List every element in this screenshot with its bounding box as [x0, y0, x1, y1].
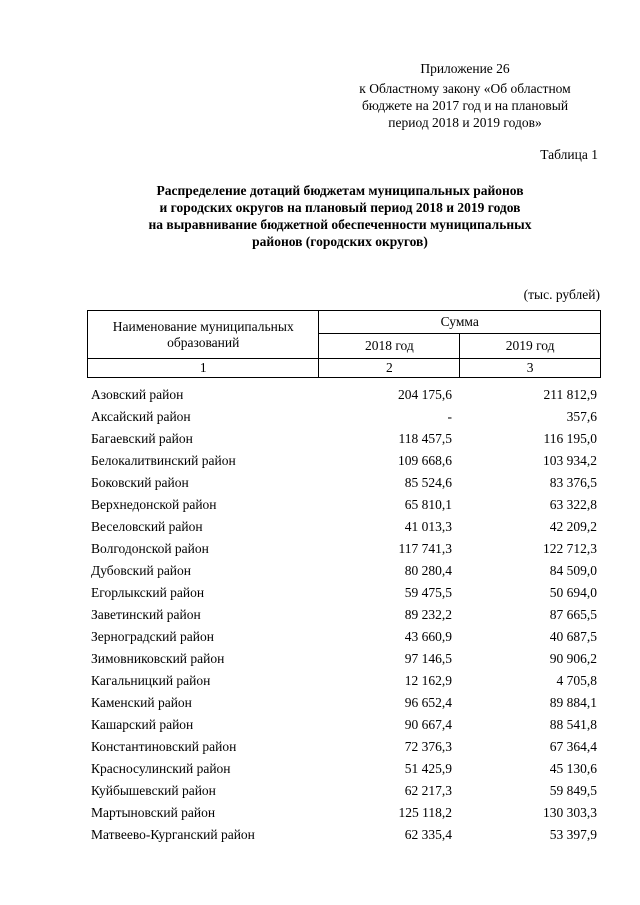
row-name-cell: Зимовниковский район [91, 651, 225, 666]
column-number: 2 [319, 359, 460, 378]
row-name-cell: Заветинский район [91, 607, 201, 622]
table-number: Таблица 1 [540, 147, 598, 162]
table-row [87, 692, 601, 714]
appendix-title: Приложение 26 [420, 61, 510, 76]
header-name-column: Наименование муниципальных образований [88, 311, 319, 359]
table-row [87, 494, 601, 516]
row-2019-cell: 88 541,8 [549, 717, 597, 732]
row-name-cell: Дубовский район [91, 563, 192, 578]
row-name-cell: Мартыновский район [91, 805, 216, 820]
row-name-cell: Матвеево-Курганский район [91, 827, 255, 842]
header-2019-column: 2019 год [460, 334, 601, 359]
row-name-cell: Аксайский район [91, 409, 191, 424]
heading-line: районов (городских округов) [252, 234, 428, 249]
table-row [87, 450, 601, 472]
row-name-cell: Кагальницкий район [91, 673, 211, 688]
row-name-cell: Багаевский район [91, 431, 193, 446]
header-sum-column: Сумма [319, 311, 601, 334]
row-name-cell: Константиновский район [91, 739, 237, 754]
table-row [87, 780, 601, 802]
table-row [87, 516, 601, 538]
table-row [87, 736, 601, 758]
row-2018-cell: 72 376,3 [404, 739, 452, 754]
table-header [87, 310, 601, 378]
row-2018-cell: 59 475,5 [404, 585, 452, 600]
row-2018-cell: 12 162,9 [404, 673, 452, 688]
row-2018-cell: 89 232,2 [404, 607, 452, 622]
table-row [87, 560, 601, 582]
table-row [87, 670, 601, 692]
table-row [87, 472, 601, 494]
heading-line: на выравнивание бюджетной обеспеченности муниципальных [148, 217, 532, 232]
row-name-cell: Красносулинский район [91, 761, 231, 776]
heading-line: и городских округов на плановый период 2018 и 2019 годов [159, 200, 521, 215]
row-2019-cell: 45 130,6 [549, 761, 597, 776]
row-2019-cell: 83 376,5 [549, 475, 597, 490]
row-2019-cell: 103 934,2 [543, 453, 597, 468]
row-2019-cell: 50 694,0 [549, 585, 597, 600]
row-name-cell: Куйбышевский район [91, 783, 216, 798]
row-2018-cell: 65 810,1 [404, 497, 452, 512]
table-row [87, 824, 601, 846]
row-2019-cell: 90 906,2 [549, 651, 597, 666]
table-row [87, 714, 601, 736]
table-row [87, 538, 601, 560]
row-2019-cell: 211 812,9 [543, 387, 597, 402]
row-2018-cell: 109 668,6 [398, 453, 452, 468]
row-2018-cell: 51 425,9 [404, 761, 452, 776]
row-2018-cell: 90 667,4 [404, 717, 452, 732]
table-row [87, 428, 601, 450]
table-row [87, 648, 601, 670]
row-2018-cell: 125 118,2 [398, 805, 452, 820]
row-2018-cell: 43 660,9 [404, 629, 452, 644]
row-2019-cell: 59 849,5 [549, 783, 597, 798]
row-2019-cell: 130 303,3 [543, 805, 597, 820]
row-2018-cell: 96 652,4 [404, 695, 452, 710]
row-2019-cell: 89 884,1 [549, 695, 597, 710]
row-2019-cell: 53 397,9 [549, 827, 597, 842]
row-2019-cell: 40 687,5 [549, 629, 597, 644]
row-name-cell: Егорлыкский район [91, 585, 205, 600]
table-row [87, 384, 601, 406]
row-2018-cell: 97 146,5 [404, 651, 452, 666]
row-2019-cell: 67 364,4 [549, 739, 597, 754]
row-2019-cell: 122 712,3 [543, 541, 597, 556]
row-2018-cell: - [447, 409, 452, 424]
row-name-cell: Боковский район [91, 475, 189, 490]
table-row [87, 802, 601, 824]
row-2019-cell: 87 665,5 [549, 607, 597, 622]
table-row [87, 758, 601, 780]
row-2018-cell: 80 280,4 [404, 563, 452, 578]
row-2019-cell: 357,6 [566, 409, 597, 424]
header-2018-column: 2018 год [319, 334, 460, 359]
row-name-cell: Веселовский район [91, 519, 203, 534]
appendix-block [330, 60, 600, 131]
row-2018-cell: 62 217,3 [404, 783, 452, 798]
row-name-cell: Каменский район [91, 695, 192, 710]
appendix-line: к Областному закону «Об областном [359, 81, 571, 96]
document-heading [100, 182, 580, 250]
row-name-cell: Зерноградский район [91, 629, 214, 644]
table-row [87, 604, 601, 626]
row-2018-cell: 85 524,6 [404, 475, 452, 490]
appendix-line: бюджете на 2017 год и на плановый [361, 98, 569, 113]
table-row [87, 626, 601, 648]
row-2018-cell: 41 013,3 [404, 519, 452, 534]
column-number: 3 [460, 359, 601, 378]
row-2019-cell: 4 705,8 [556, 673, 597, 688]
column-number: 1 [88, 359, 319, 378]
row-name-cell: Азовский район [91, 387, 184, 402]
row-name-cell: Белокалитвинский район [91, 453, 236, 468]
appendix-line: период 2018 и 2019 годов» [388, 115, 542, 130]
row-name-cell: Волгодонской район [91, 541, 209, 556]
row-2018-cell: 62 335,4 [404, 827, 452, 842]
row-name-cell: Верхнедонской район [91, 497, 217, 512]
table-row [87, 582, 601, 604]
row-2018-cell: 118 457,5 [398, 431, 452, 446]
row-2018-cell: 117 741,3 [398, 541, 452, 556]
table-row [87, 406, 601, 428]
row-name-cell: Кашарский район [91, 717, 194, 732]
row-2019-cell: 63 322,8 [549, 497, 597, 512]
units-label: (тыс. рублей) [523, 287, 600, 302]
row-2019-cell: 42 209,2 [549, 519, 597, 534]
table-body [87, 384, 601, 846]
heading-line: Распределение дотаций бюджетам муниципальных районов [156, 183, 524, 198]
row-2018-cell: 204 175,6 [398, 387, 452, 402]
row-2019-cell: 116 195,0 [543, 431, 597, 446]
row-2019-cell: 84 509,0 [549, 563, 597, 578]
